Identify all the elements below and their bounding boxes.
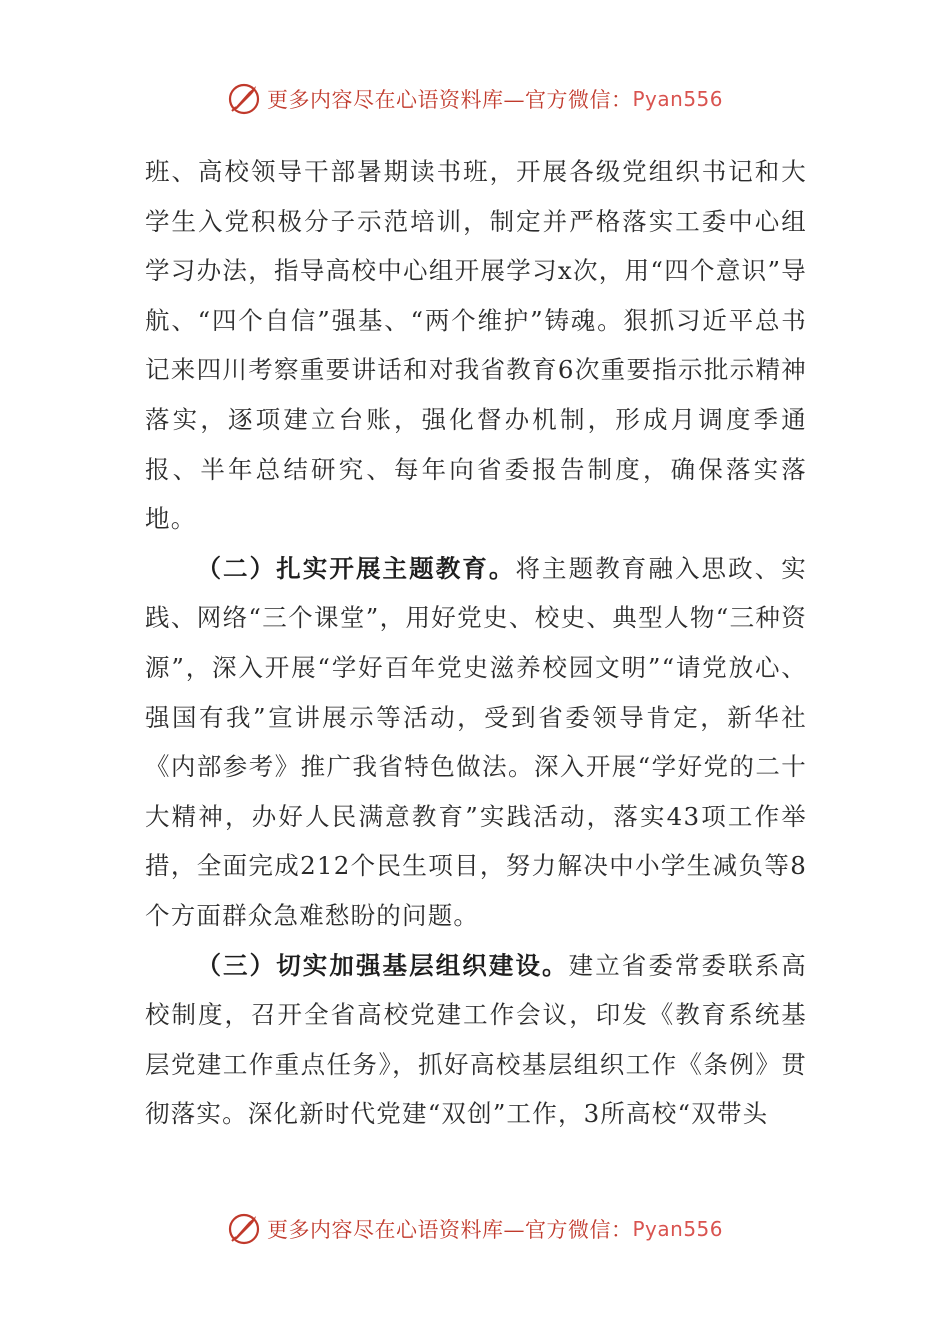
paragraph-3 xyxy=(145,941,807,1139)
header-banner xyxy=(0,82,950,116)
paragraph-3-heading: （三）切实加强基层组织建设。 xyxy=(196,950,569,980)
footer-text: 更多内容尽在心语资料库—官方微信： xyxy=(266,1218,633,1242)
paragraph-1 xyxy=(145,147,807,544)
paragraph-2-heading: （二）扎实开展主题教育。 xyxy=(196,553,516,583)
quill-logo-icon xyxy=(227,82,261,116)
footer-banner xyxy=(0,1212,950,1246)
header-wechat-id: Pyan556 xyxy=(632,87,723,111)
paragraph-2-body: 将主题教育融入思政、实践、网络“三个课堂”，用好党史、校史、典型人物“三种资源”，深入开展“学好百年党史滋养校园文明”“请党放心、强国有我”宣讲展示等活动，受到省委领导肯定，新华社《内部参考》推广我省特色做法。深入开展“学好党的二十大精神，办好人民满意教育”实践活动，落实43项工作举措，全面完成212个民生项目，努力解决中小学生减负等8个方面群众急难愁盼的问题。 xyxy=(145,553,807,930)
header-text: 更多内容尽在心语资料库—官方微信： xyxy=(266,88,633,112)
paragraph-2 xyxy=(145,544,807,941)
paragraph-1-body: 班、高校领导干部暑期读书班，开展各级党组织书记和大学生入党积极分子示范培训，制定并严格落实工委中心组学习办法，指导高校中心组开展学习x次，用“四个意识”导航、“四个自信”强基、“两个维护”铸魂。狠抓习近平总书记来四川考察重要讲话和对我省教育6次重要指示批示精神落实，逐项建立台账，强化督办机制，形成月调度季通报、半年总结研究、每年向省委报告制度，确保落实落地。 xyxy=(145,157,807,534)
document-body xyxy=(145,147,807,1139)
paragraph-3-body: 建立省委常委联系高校制度，召开全省高校党建工作会议，印发《教育系统基层党建工作重点任务》，抓好高校基层组织工作《条例》贯彻落实。深化新时代党建“双创”工作，3所高校“双带头 xyxy=(145,950,807,1129)
footer-wechat-id: Pyan556 xyxy=(632,1217,723,1241)
quill-logo-icon xyxy=(227,1212,261,1246)
